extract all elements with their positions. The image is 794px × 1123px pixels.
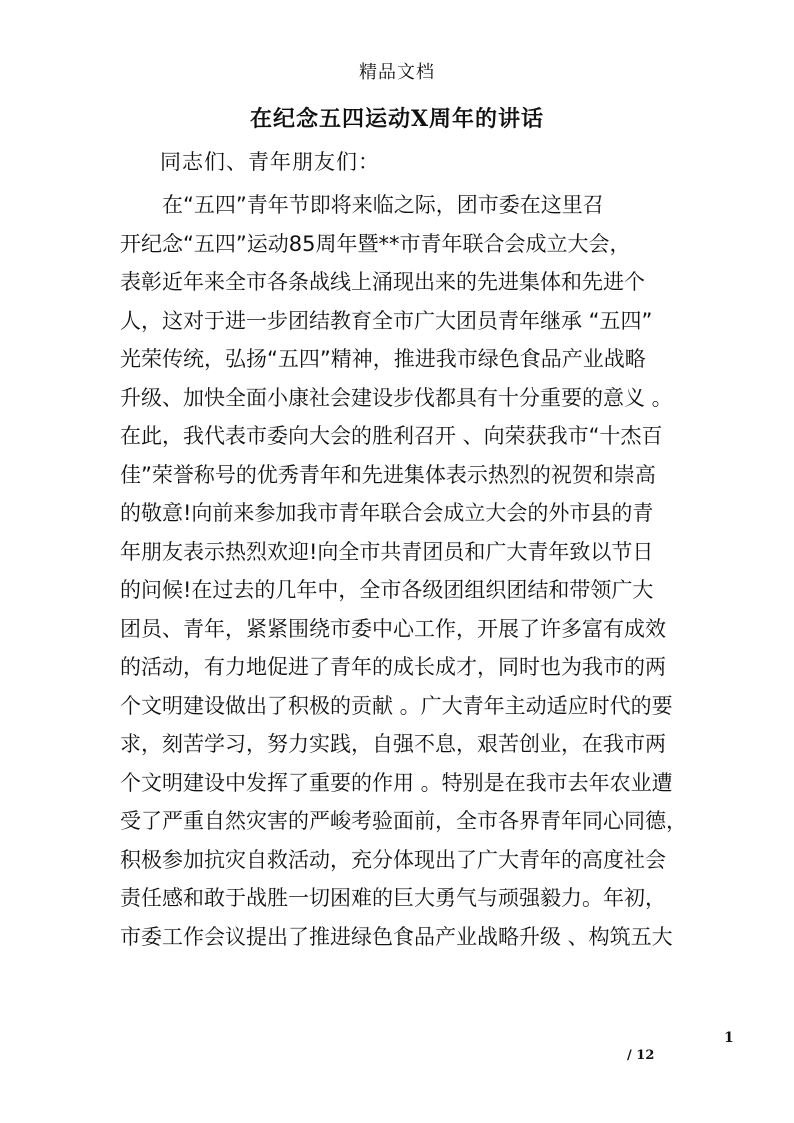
body-line: 市委工作会议提出了推进绿色食品产业战略升级 、构筑五大 — [120, 924, 673, 949]
body-line: 团员、青年，紧紧围绕市委中心工作，开展了许多富有成效 — [120, 616, 666, 641]
page-title: 在纪念五四运动X周年的讲话 — [249, 106, 545, 132]
body-line: 求，刻苦学习，努力实践，自强不息，艰苦创业，在我市两 — [120, 732, 666, 756]
body-line: 升级、加快全面小康社会建设步伐都具有十分重要的意义 。 — [120, 385, 673, 410]
body-line: 积极参加抗灾自救活动，充分体现出了广大青年的高度社会 — [120, 847, 666, 872]
body-line: 佳”荣誉称号的优秀青年和先进集体表示热烈的祝贺和崇高 — [120, 462, 656, 487]
page-total: / 12 — [627, 1048, 655, 1063]
body-line: 在“五四”青年节即将来临之际，团市委在这里召 — [120, 193, 604, 217]
body-text — [120, 186, 687, 956]
body-line: 光荣传统，弘扬“五四”精神，推进我市绿色食品产业战略 — [120, 347, 646, 371]
body-line: 个文明建设做出了积极的贡献 。广大青年主动适应时代的要 — [120, 693, 673, 718]
body-line: 年朋友表示热烈欢迎!向全市共青团员和广大青年致以节日 — [120, 539, 654, 564]
body-line: 的问候!在过去的几年中，全市各级团组织团结和带领广大 — [120, 578, 654, 602]
body-line: 个文明建设中发挥了重要的作用 。特别是在我市去年农业遭 — [120, 770, 673, 795]
body-line: 表彰近年来全市各条战线上涌现出来的先进集体和先进个 — [120, 270, 645, 294]
body-line: 开纪念“五四”运动85周年暨**市青年联合会成立大会， — [120, 231, 631, 256]
body-line: 的敬意!向前来参加我市青年联合会成立大会的外市县的青 — [120, 501, 654, 525]
body-line: 的活动，有力地促进了青年的成长成才，同时也为我市的两 — [120, 655, 666, 679]
body-line: 受了严重自然灾害的严峻考验面前，全市各界青年同心同德， — [120, 809, 687, 833]
body-line: 在此，我代表市委向大会的胜利召开 、向荣获我市“十杰百 — [120, 424, 663, 448]
salutation: 同志们、青年朋友们： — [160, 150, 380, 174]
page-number: 1 — [724, 1030, 734, 1046]
document-header: 精品文档 — [359, 62, 435, 83]
body-line: 责任感和敢于战胜一切困难的巨大勇气与顽强毅力。年初， — [120, 886, 666, 910]
body-line: 人，这对于进一步团结教育全市广大团员青年继承 “五四” — [120, 308, 653, 333]
